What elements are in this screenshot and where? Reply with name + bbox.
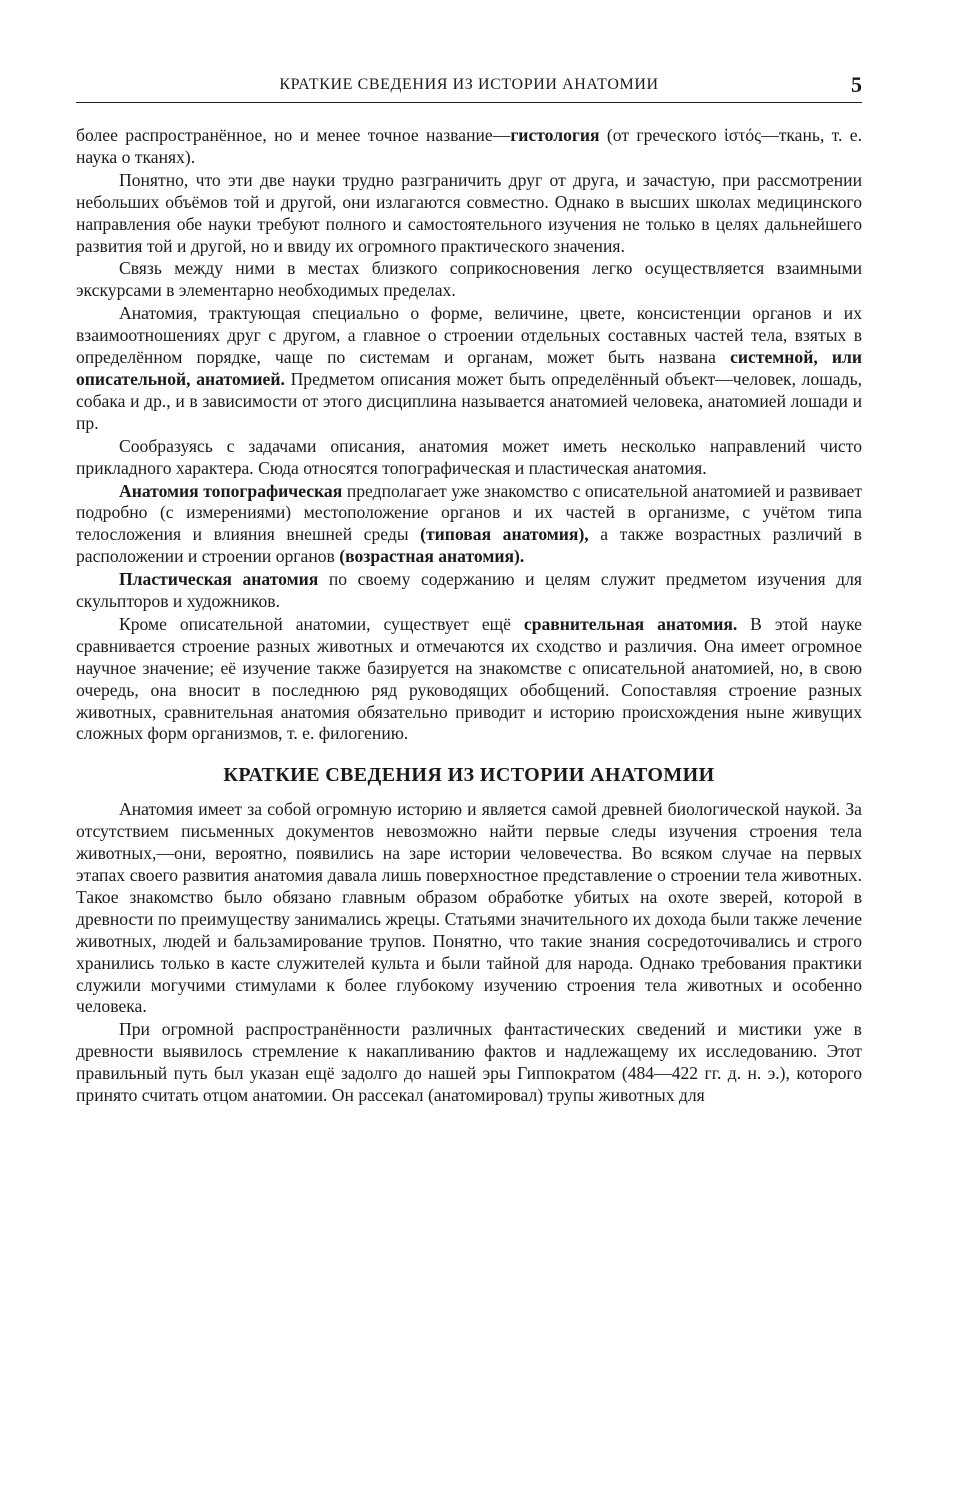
- paragraph: [76, 481, 862, 569]
- paragraph: [76, 170, 862, 258]
- intro-paragraphs: [76, 125, 862, 745]
- paragraph: [76, 1019, 862, 1107]
- text-run: Связь между ними в местах близкого соприкосновения легко осуществляется взаимными экскурсами в элементарно необходимых пределах.: [76, 258, 862, 301]
- bold-term: (возрастная анатомия).: [339, 546, 525, 567]
- body-text: [76, 125, 862, 1107]
- bold-term: системной, или описательной, анатомией.: [76, 347, 862, 389]
- bold-term: гистология: [510, 125, 600, 145]
- paragraph: [76, 303, 862, 434]
- paragraph: [76, 569, 862, 613]
- text-run: Сообразуясь с задачами описания, анатомия может иметь несколько направлений чисто прикладного характера. Сюда относятся топографическая и пластическая анатомия.: [76, 435, 862, 478]
- text-run: Предметом описания может быть определённый объект—человек, лошадь, собака и др., и в зависимости от этого дисциплина называется анатомией человека, анатомией лошади и пр.: [76, 368, 862, 433]
- text-run: При огромной распространённости различных фантастических сведений и мистики уже в древности выявилось стремление к накапливанию фактов и надлежащему их исследованию. Этот правильный путь был указан ещё задолго до нашей эры Гиппократом (484—422 гг. д. н. э.), которого принято считать отцом анатомии. Он рассекал (анатомировал) трупы животных для: [76, 1019, 862, 1106]
- bold-term: сравнительная анатомия.: [523, 613, 738, 634]
- running-header: [76, 72, 862, 103]
- paragraph: [76, 614, 862, 745]
- bold-term: Анатомия топографическая: [119, 480, 343, 501]
- text-run: Понятно, что эти две науки трудно разграничить друг от друга, и зачастую, при рассмотрении небольших объёмов той и другой, они излагаются совместно. Однако в высших школах медицинского направления обе науки требуют полного и самостоятельного изучения не только в целях дальнейшего развития той и другой, но и ввиду их огромного практического значения.: [76, 169, 862, 256]
- running-title: КРАТКИЕ СВЕДЕНИЯ ИЗ ИСТОРИИ АНАТОМИИ: [279, 76, 659, 93]
- text-run: более распространённое, но и менее точное название—: [76, 125, 511, 145]
- bold-term: Пластическая анатомия: [119, 569, 319, 590]
- section-heading: КРАТКИЕ СВЕДЕНИЯ ИЗ ИСТОРИИ АНАТОМИИ: [223, 764, 715, 787]
- bold-term: (типовая анатомия),: [420, 524, 589, 545]
- text-run: по своему содержанию и целям служит предметом изучения для скульпторов и художников.: [76, 569, 862, 612]
- text-run: а также возрастных различий в расположении и строении органов: [76, 524, 862, 567]
- section-paragraphs: [76, 799, 862, 1107]
- paragraph: [76, 125, 862, 169]
- text-run: В этой науке сравнивается строение разных животных и отмечаются их сходство и различия. Она имеет огромное научное значение; её изучение также базируется на знакомстве с описательной анатомией, но, в свою очередь, она вносит в последнюю ряд руководящих обобщений. Сопоставляя строение разных животных, сравнительная анатомия обязательно приводит и историю происхождения ныне живущих сложных форм организмов, т. е. филогению.: [76, 613, 862, 744]
- page-number: 5: [851, 72, 862, 97]
- text-run: Анатомия, трактующая специально о форме, величине, цвете, консистенции органов и их взаимоотношениях друг с другом, а главное о строении отдельных составных частей тела, взятых в определённом порядке, чаще по системам и органам, может быть названа: [76, 303, 862, 368]
- text-run: Анатомия имеет за собой огромную историю и является самой древней биологической наукой. За отсутствием письменных документов невозможно найти первые следы изучения строения тела животных,—они, вероятно, появились на заре истории человечества. Во всяком случае на первых этапах своего развития анатомия давала лишь поверхностное представление о строении тела животных. Такое знакомство было обязано главным образом обработке убитых на охоте зверей, которой в древности по преимуществу занимались жрецы. Статьями значительного их дохода были также лечение животных, людей и бальзамирование трупов. Понятно, что такие знания сосредоточивались и строго хранились только в касте служителей культа и были тайной для народа. Однако требования практики служили могучими стимулами к более глубокому изучению строения тела животных и особенно человека.: [76, 799, 862, 1017]
- text-run: (от греческого ἱστός—ткань, т. е. наука о тканях).: [76, 125, 862, 167]
- paragraph: [76, 436, 862, 480]
- paragraph: [76, 799, 862, 1018]
- paragraph: [76, 258, 862, 302]
- text-run: предполагает уже знакомство с описательной анатомией и развивает подробно (с измерениями) местоположение органов и их частей в организме, с учётом типа телосложения и влияния внешней среды: [76, 480, 863, 545]
- book-page: [76, 72, 862, 1107]
- text-run: Кроме описательной анатомии, существует ещё: [119, 613, 524, 634]
